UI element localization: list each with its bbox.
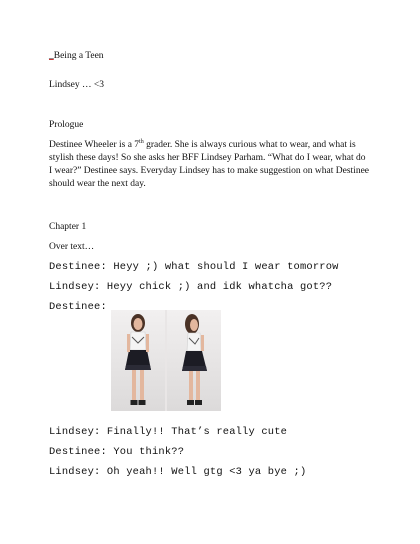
prologue-text-rest: grader. She is always curious what to wear, and what is stylish these days! So she asks her BFF Lindsey Parham. “What do I wear, what do I wear?” Destinee says. Everyday Lindsey has to make suggestion on what Destinee should wear the next day. xyxy=(49,140,369,189)
chat-line-lindsey: Lindsey: Oh yeah!! Well gtg <3 ya bye ;) xyxy=(49,466,307,478)
outfit-photo-side xyxy=(167,310,221,411)
prologue-text-start: Destinee Wheeler is a 7 xyxy=(49,140,140,150)
chat-line-destinee: Destinee: Heyy ;) what should I wear tomorrow xyxy=(49,261,339,273)
chat-line-destinee: Destinee: xyxy=(49,301,107,313)
story-title xyxy=(49,50,104,63)
outfit-photo-front xyxy=(111,310,165,411)
model-front-figure xyxy=(111,310,165,411)
chat-line-destinee: Destinee: You think?? xyxy=(49,446,185,458)
outfit-photos xyxy=(111,310,221,411)
prologue-paragraph xyxy=(49,139,371,191)
prologue-heading: Prologue xyxy=(49,120,84,130)
ordinal-suffix: th xyxy=(139,139,144,145)
title-text: Being a Teen xyxy=(53,51,104,61)
model-side-figure xyxy=(167,310,221,411)
over-text-line: Over text… xyxy=(49,242,95,252)
chapter-heading: Chapter 1 xyxy=(49,222,87,232)
title-mark: _ xyxy=(49,51,54,61)
chat-line-lindsey: Lindsey: Finally!! That’s really cute xyxy=(49,426,288,438)
author-line: Lindsey … <3 xyxy=(49,80,104,90)
chat-line-lindsey: Lindsey: Heyy chick ;) and idk whatcha got?? xyxy=(49,281,333,293)
